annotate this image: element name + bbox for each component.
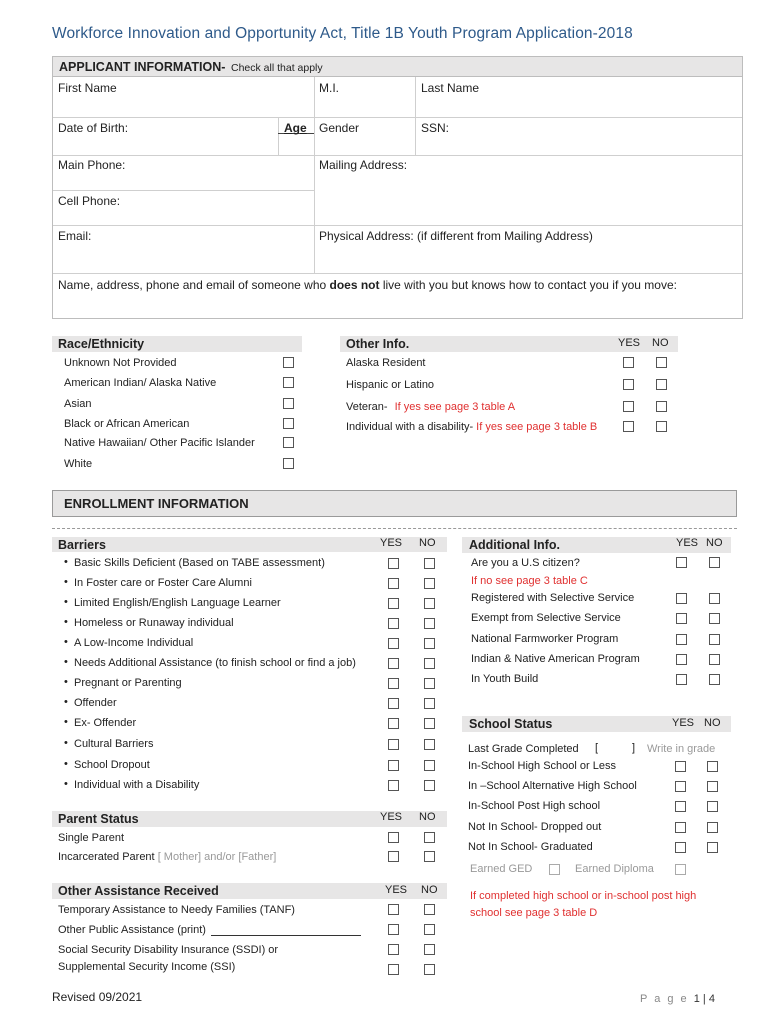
yes-column-label: YES	[385, 884, 408, 896]
grade-bracket-close: ]	[632, 742, 636, 754]
yes-checkbox[interactable]	[388, 698, 399, 709]
additional-info-label: National Farmworker Program	[471, 633, 619, 645]
diploma-checkbox[interactable]	[675, 864, 686, 875]
revision-date: Revised 09/2021	[52, 990, 143, 1004]
school-status-label: In –School Alternative High School	[468, 780, 637, 792]
disability-note: If yes see page 3 table B	[476, 421, 598, 433]
last-name-field[interactable]: Last Name	[421, 81, 480, 95]
race-label: American Indian/ Alaska Native	[64, 377, 217, 389]
ssi-label: Supplemental Security Income (SSI)	[58, 961, 236, 973]
barrier-label: • Cultural Barriers	[74, 738, 153, 750]
age-field[interactable]: Age	[284, 121, 307, 135]
incarcerated-note: [ Mother] and/or [Father]	[157, 851, 277, 863]
yes-checkbox[interactable]	[388, 718, 399, 729]
middle-initial-field[interactable]: M.I.	[319, 81, 339, 95]
document-title: Workforce Innovation and Opportunity Act, Title 1B Youth Program Application-2018	[52, 25, 633, 42]
race-checkbox[interactable]	[283, 377, 294, 388]
barrier-label: • Basic Skills Deficient (Based on TABE assessment)	[74, 557, 325, 569]
yes-checkbox[interactable]	[623, 379, 634, 390]
yes-column-label: YES	[672, 717, 695, 729]
race-checkbox[interactable]	[283, 418, 294, 429]
alternate-contact-field[interactable]: Name, address, phone and email of someone who does not live with you but knows how to contact you if you move:	[58, 278, 677, 292]
yes-checkbox[interactable]	[388, 904, 399, 915]
mailing-address-field[interactable]: Mailing Address:	[319, 158, 408, 172]
barrier-label: • In Foster care or Foster Care Alumni	[74, 577, 252, 589]
race-checkbox[interactable]	[283, 437, 294, 448]
race-checkbox[interactable]	[283, 398, 294, 409]
other-info-header	[340, 336, 678, 352]
tanf-label: Temporary Assistance to Needy Families (TANF)	[58, 904, 295, 916]
other-info-label: Veteran- If yes see page 3 table A	[346, 401, 516, 413]
no-checkbox[interactable]	[709, 674, 720, 685]
email-field[interactable]: Email:	[58, 229, 92, 243]
yes-checkbox[interactable]	[675, 822, 686, 833]
other-info-label: Alaska Resident	[346, 357, 426, 369]
veteran-note: If yes see page 3 table A	[394, 401, 516, 413]
cell-phone-field[interactable]: Cell Phone:	[58, 194, 121, 208]
school-status-label: In-School Post High school	[468, 800, 601, 812]
barrier-label: • School Dropout	[74, 759, 150, 771]
no-checkbox[interactable]	[709, 613, 720, 624]
no-checkbox[interactable]	[709, 654, 720, 665]
yes-column-label: YES	[676, 537, 699, 549]
no-checkbox[interactable]	[709, 593, 720, 604]
no-checkbox[interactable]	[424, 739, 435, 750]
no-checkbox[interactable]	[424, 558, 435, 569]
no-checkbox[interactable]	[424, 578, 435, 589]
no-checkbox[interactable]	[656, 401, 667, 412]
yes-checkbox[interactable]	[388, 780, 399, 791]
barriers-header	[52, 537, 447, 552]
yes-checkbox[interactable]	[623, 401, 634, 412]
date-of-birth-field[interactable]: Date of Birth:	[58, 121, 129, 135]
no-column-label: NO	[419, 811, 436, 823]
last-grade-label: Last Grade Completed	[468, 743, 579, 755]
us-citizen-label: Are you a U.S citizen?	[471, 557, 580, 569]
no-checkbox[interactable]	[424, 718, 435, 729]
yes-checkbox[interactable]	[676, 674, 687, 685]
other-public-assistance-label: Other Public Assistance (print)	[58, 924, 206, 936]
applicant-header	[53, 57, 742, 77]
no-checkbox[interactable]	[424, 698, 435, 709]
no-column-label: NO	[704, 717, 721, 729]
earned-diploma-label: Earned Diploma	[575, 863, 654, 875]
race-checkbox[interactable]	[283, 458, 294, 469]
grade-bracket-open: [	[595, 742, 599, 754]
race-label: Asian	[64, 398, 92, 410]
no-checkbox[interactable]	[424, 851, 435, 862]
yes-checkbox[interactable]	[388, 964, 399, 975]
parent-status-header	[52, 811, 447, 827]
school-note-line2: school see page 3 table D	[470, 907, 598, 919]
other-public-assistance-input[interactable]	[211, 935, 361, 936]
additional-info-label: Registered with Selective Service	[471, 592, 635, 604]
barrier-label: • Individual with a Disability	[74, 779, 199, 791]
yes-checkbox[interactable]	[623, 421, 634, 432]
yes-checkbox[interactable]	[676, 557, 687, 568]
race-heading: Race/Ethnicity	[58, 337, 145, 351]
yes-column-label: YES	[380, 537, 403, 549]
yes-checkbox[interactable]	[675, 801, 686, 812]
incarcerated-parent-label: Incarcerated Parent [ Mother] and/or [Father]	[58, 851, 277, 863]
no-checkbox[interactable]	[424, 964, 435, 975]
no-column-label: NO	[652, 337, 669, 349]
school-note-line1: If completed high school or in-school post high	[470, 890, 697, 902]
no-checkbox[interactable]	[424, 832, 435, 843]
school-status-label: Not In School- Dropped out	[468, 821, 602, 833]
citizen-note: If no see page 3 table C	[471, 575, 588, 587]
additional-info-header	[462, 537, 731, 553]
no-checkbox[interactable]	[424, 598, 435, 609]
race-label: Unknown Not Provided	[64, 357, 177, 369]
no-checkbox[interactable]	[424, 618, 435, 629]
yes-checkbox[interactable]	[676, 593, 687, 604]
barrier-label: • A Low-Income Individual	[74, 637, 193, 649]
applicant-information-table	[52, 56, 743, 319]
barriers-heading: Barriers	[58, 538, 106, 552]
applicant-subheading: Check all that apply	[231, 62, 323, 74]
yes-checkbox[interactable]	[388, 760, 399, 771]
yes-checkbox[interactable]	[623, 357, 634, 368]
yes-checkbox[interactable]	[388, 851, 399, 862]
yes-checkbox[interactable]	[675, 842, 686, 853]
yes-checkbox[interactable]	[388, 558, 399, 569]
no-checkbox[interactable]	[424, 780, 435, 791]
barrier-label: • Pregnant or Parenting	[74, 677, 182, 689]
gender-field[interactable]: Gender	[319, 121, 360, 135]
no-checkbox[interactable]	[424, 760, 435, 771]
yes-checkbox[interactable]	[388, 618, 399, 629]
earned-ged-label: Earned GED	[470, 863, 533, 875]
no-column-label: NO	[421, 884, 438, 896]
school-status-label: In-School High School or Less	[468, 760, 616, 772]
barrier-label: • Ex- Offender	[74, 717, 136, 729]
no-checkbox[interactable]	[424, 658, 435, 669]
race-checkbox[interactable]	[283, 357, 294, 368]
no-checkbox[interactable]	[709, 634, 720, 645]
parent-status-heading: Parent Status	[58, 812, 139, 826]
other-info-label: Individual with a disability- If yes see page 3 table B	[346, 421, 598, 433]
single-parent-label: Single Parent	[58, 832, 125, 844]
physical-address-field[interactable]: Physical Address: (if different from Mailing Address)	[319, 229, 593, 243]
yes-checkbox[interactable]	[675, 761, 686, 772]
enrollment-heading: ENROLLMENT INFORMATION	[64, 496, 249, 511]
yes-checkbox[interactable]	[388, 598, 399, 609]
yes-checkbox[interactable]	[388, 678, 399, 689]
ssn-field[interactable]: SSN:	[421, 121, 450, 135]
additional-info-label: In Youth Build	[471, 673, 539, 685]
additional-info-label: Indian & Native American Program	[471, 653, 640, 665]
other-assistance-heading: Other Assistance Received	[58, 884, 219, 898]
no-checkbox[interactable]	[656, 357, 667, 368]
no-checkbox[interactable]	[424, 678, 435, 689]
school-status-header	[462, 716, 731, 732]
race-label: Black or African American	[64, 418, 190, 430]
yes-checkbox[interactable]	[388, 658, 399, 669]
applicant-heading: APPLICANT INFORMATION-	[59, 60, 226, 74]
yes-checkbox[interactable]	[676, 613, 687, 624]
barrier-label: • Needs Additional Assistance (to finish school or find a job)	[74, 657, 356, 669]
yes-column-label: YES	[380, 811, 403, 823]
yes-checkbox[interactable]	[676, 654, 687, 665]
yes-checkbox[interactable]	[388, 739, 399, 750]
grade-input[interactable]: Write in grade	[647, 743, 716, 755]
no-checkbox[interactable]	[656, 421, 667, 432]
race-label: White	[64, 458, 93, 470]
yes-checkbox[interactable]	[388, 944, 399, 955]
school-status-label: Not In School- Graduated	[468, 841, 593, 853]
no-checkbox[interactable]	[707, 761, 718, 772]
no-checkbox[interactable]	[424, 944, 435, 955]
no-checkbox[interactable]	[707, 842, 718, 853]
no-checkbox[interactable]	[707, 801, 718, 812]
barrier-label: • Limited English/English Language Learner	[74, 597, 281, 609]
barrier-label: • Offender	[74, 697, 117, 709]
other-info-heading: Other Info.	[346, 337, 410, 351]
no-checkbox[interactable]	[707, 781, 718, 792]
additional-info-label: Exempt from Selective Service	[471, 612, 621, 624]
enrollment-header	[52, 490, 737, 517]
no-checkbox[interactable]	[656, 379, 667, 390]
yes-checkbox[interactable]	[675, 781, 686, 792]
no-checkbox[interactable]	[709, 557, 720, 568]
no-checkbox[interactable]	[424, 904, 435, 915]
barrier-label: • Homeless or Runaway individual	[74, 617, 234, 629]
ged-checkbox[interactable]	[549, 864, 560, 875]
other-assistance-header	[52, 883, 447, 899]
no-checkbox[interactable]	[424, 638, 435, 649]
page-number: P a g e 1 | 4	[640, 993, 715, 1005]
no-column-label: NO	[706, 537, 723, 549]
race-header	[52, 336, 302, 352]
yes-checkbox[interactable]	[388, 638, 399, 649]
no-checkbox[interactable]	[424, 924, 435, 935]
main-phone-field[interactable]: Main Phone:	[58, 158, 126, 172]
first-name-field[interactable]: First Name	[58, 81, 117, 95]
yes-checkbox[interactable]	[676, 634, 687, 645]
yes-column-label: YES	[618, 337, 641, 349]
other-info-label: Hispanic or Latino	[346, 379, 435, 391]
no-column-label: NO	[419, 537, 436, 549]
ssdi-label: Social Security Disability Insurance (SSDI) or	[58, 944, 279, 956]
yes-checkbox[interactable]	[388, 924, 399, 935]
race-label: Native Hawaiian/ Other Pacific Islander	[64, 437, 255, 449]
no-checkbox[interactable]	[707, 822, 718, 833]
yes-checkbox[interactable]	[388, 832, 399, 843]
additional-info-heading: Additional Info.	[469, 538, 560, 552]
school-status-heading: School Status	[469, 717, 553, 731]
yes-checkbox[interactable]	[388, 578, 399, 589]
